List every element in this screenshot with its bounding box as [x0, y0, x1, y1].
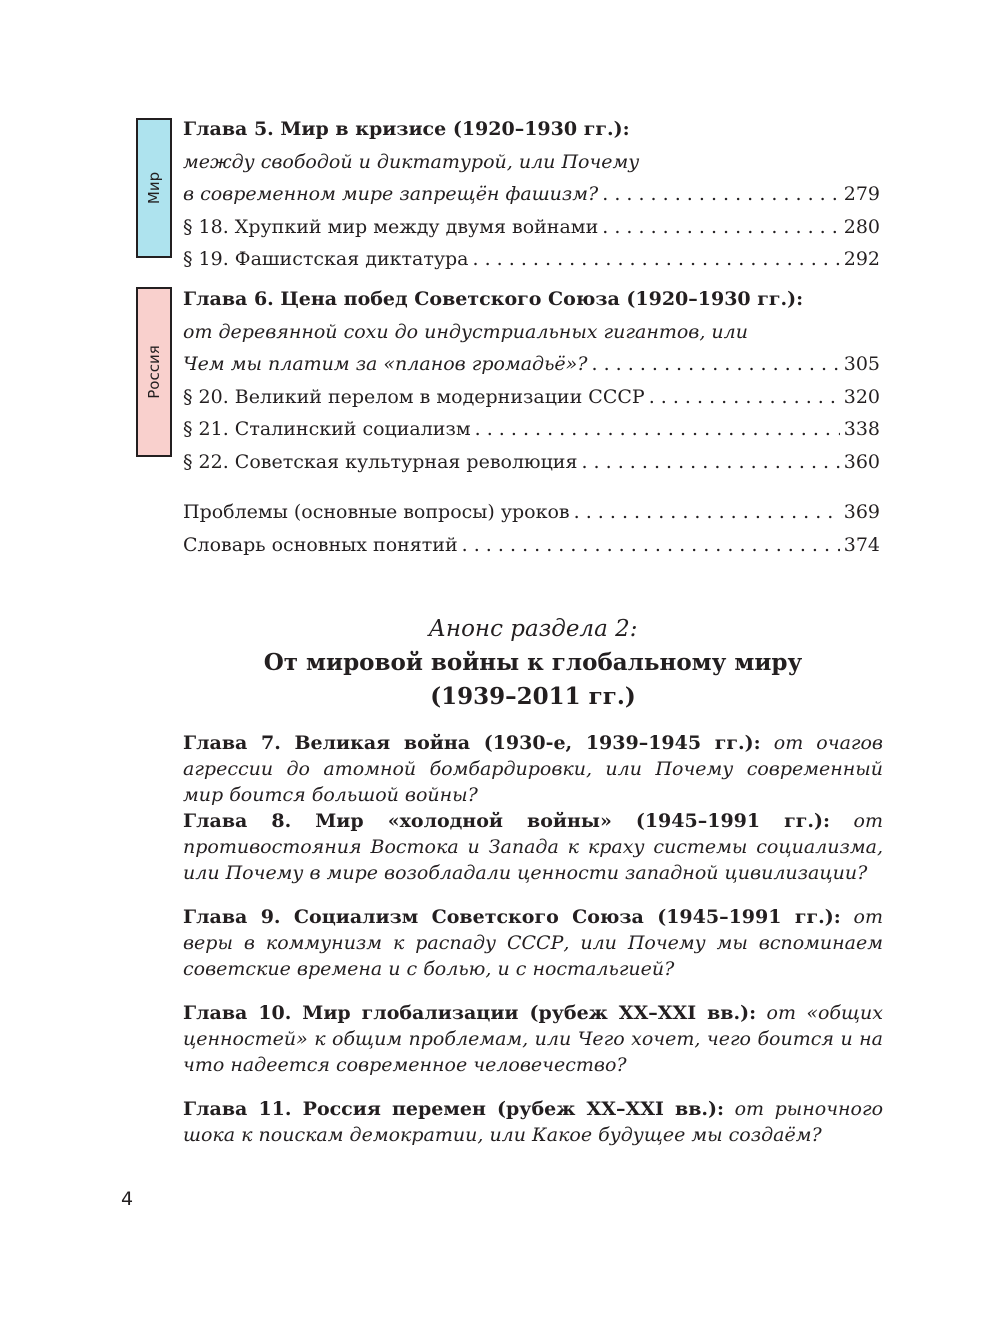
toc-entry[interactable]	[183, 413, 880, 446]
announcement-title-years: (1939–2011 гг.)	[430, 683, 636, 710]
dot-leader	[462, 529, 840, 562]
section-tab-label: Мир	[145, 171, 163, 205]
section-announcement	[183, 612, 883, 714]
toc-page-number: 320	[843, 385, 880, 408]
toc-entry-label: § 21. Сталинский социализм	[183, 418, 471, 440]
chapter-teaser-text: от «общих ценностей» к общим проблемам, или Чего хочет, чего боится и на что надеется современное человечество?	[183, 1002, 883, 1076]
chapter-subtitle: между свободой и диктатурой, или Почему	[183, 150, 640, 173]
toc-entry[interactable]	[183, 178, 880, 211]
toc-page-number: 360	[843, 450, 880, 473]
toc-page-number: 369	[843, 501, 880, 523]
chapter-teaser-head: Глава 7. Великая война (1930-е, 1939–1945 гг.):	[183, 732, 761, 754]
chapter-teaser-text: от рыночного шока к поискам демократии, или Какое будущее мы создаём?	[183, 1098, 884, 1146]
toc-chapter-5	[183, 113, 880, 276]
toc-chapter-6	[183, 283, 880, 478]
toc-entry-label: § 18. Хрупкий мир между двумя войнами	[183, 215, 599, 238]
toc-entry-label: § 19. Фашистская диктатура	[183, 248, 469, 270]
chapter-teaser	[183, 904, 883, 982]
toc-entry[interactable]	[183, 446, 880, 479]
toc-entry[interactable]	[183, 243, 880, 276]
toc-entry[interactable]	[183, 348, 880, 381]
chapter-title: Глава 6. Цена побед Советского Союза (1920–1930 гг.):	[183, 288, 804, 310]
announcement-subtitle: Анонс раздела 2:	[428, 616, 638, 642]
dot-leader	[602, 211, 839, 244]
announcement-title: От мировой войны к глобальному миру	[263, 649, 803, 676]
dot-leader	[475, 413, 840, 446]
chapter-teaser-head: Глава 9. Социализм Советского Союза (1945–1991 гг.):	[183, 906, 841, 928]
toc-page-number: 280	[843, 215, 880, 238]
toc-entry[interactable]	[183, 496, 880, 529]
dot-leader	[581, 446, 839, 479]
section-tab-mir	[136, 118, 172, 258]
chapter-teaser-text: от веры в коммунизм к распаду СССР, или Почему мы вспоминаем советские времена и с болью, и с ностальгией?	[183, 906, 883, 980]
toc-entry-label: в современном мире запрещён фашизм?	[183, 183, 599, 205]
page-number: 4	[121, 1188, 134, 1210]
toc-page-number: 374	[843, 533, 880, 556]
chapter-teaser	[183, 1000, 883, 1078]
toc-page-number: 305	[843, 353, 880, 375]
section-tab-label: Россия	[145, 345, 163, 399]
toc-entry[interactable]	[183, 381, 880, 414]
toc-page-number: 338	[843, 418, 880, 440]
toc-page-number: 279	[843, 183, 880, 205]
chapter-teaser-head: Глава 10. Мир глобализации (рубеж XX–XXI вв.):	[183, 1002, 757, 1024]
dot-leader	[473, 243, 840, 276]
toc-entry-label: § 20. Великий перелом в модернизации СССР	[183, 385, 645, 408]
toc-entry-label: Словарь основных понятий	[183, 533, 458, 556]
toc-entry-label: § 22. Советская культурная революция	[183, 450, 578, 473]
toc-entry[interactable]	[183, 211, 880, 244]
section-tab-russia	[136, 287, 172, 457]
dot-leader	[602, 178, 840, 211]
chapter-teaser	[183, 808, 883, 886]
chapter-subtitle: от деревянной сохи до индустриальных гигантов, или	[183, 320, 748, 343]
toc-entry[interactable]	[183, 529, 880, 562]
dot-leader	[649, 381, 840, 414]
chapter-teaser	[183, 730, 883, 808]
chapter-teaser	[183, 1096, 883, 1148]
chapter-teaser-text: от очагов агрессии до атомной бомбардировки, или Почему современный мир боится большой войны?	[183, 732, 883, 806]
toc-entry-label: Чем мы платим за «планов громадьё»?	[183, 353, 588, 375]
toc-page-number: 292	[843, 248, 880, 270]
dot-leader	[574, 496, 840, 529]
toc-extras	[183, 496, 880, 561]
chapter-teaser-head: Глава 11. Россия перемен (рубеж XX–XXI вв.):	[183, 1098, 725, 1120]
chapter-teaser-text: от противостояния Востока и Запада к краху системы социализма, или Почему в мире возобладали ценности западной цивилизации?	[183, 810, 883, 884]
toc-entry-label: Проблемы (основные вопросы) уроков	[183, 501, 570, 523]
chapter-teaser-head: Глава 8. Мир «холодной войны» (1945–1991 гг.):	[183, 810, 831, 832]
dot-leader	[592, 348, 840, 381]
chapter-title: Глава 5. Мир в кризисе (1920–1930 гг.):	[183, 118, 630, 140]
